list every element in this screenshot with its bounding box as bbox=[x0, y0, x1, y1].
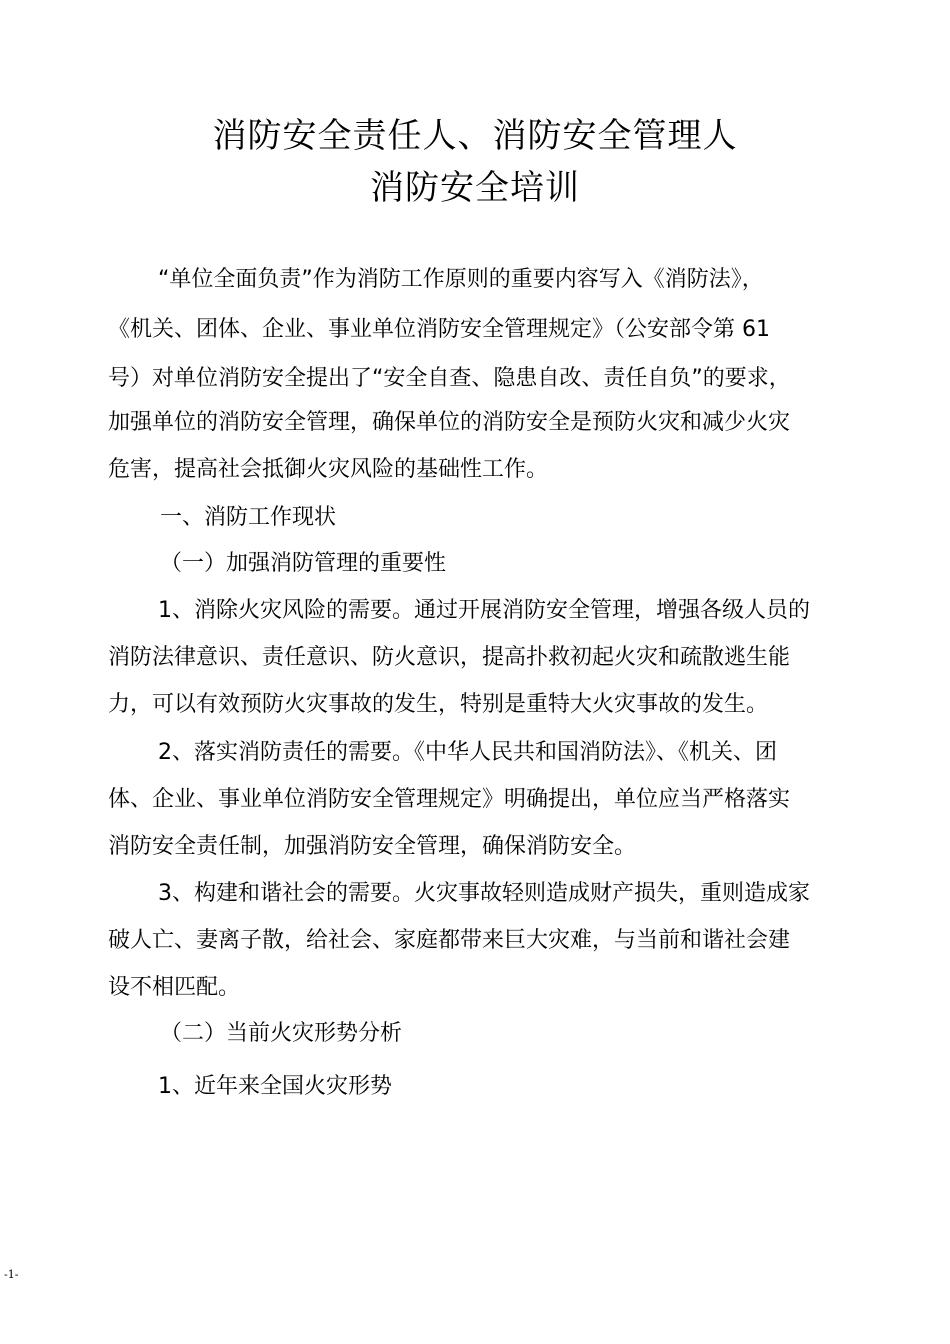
document-title-line-1: 消防安全责任人、消防安全管理人 bbox=[212, 116, 738, 156]
document-title-line-2: 消防安全培训 bbox=[370, 168, 580, 208]
section-heading: 一、消防工作现状 bbox=[160, 505, 337, 530]
item-3-line: 破人亡、妻离子散，给社会、家庭都带来巨大灾难，与当前和谐社会建 bbox=[108, 928, 791, 953]
intro-line: 号）对单位消防安全提出了“安全自查、隐患自改、责任自负”的要求， bbox=[108, 366, 791, 391]
item-3-line: 设不相匹配。 bbox=[108, 975, 241, 1000]
subsection-heading: （一）加强消防管理的重要性 bbox=[160, 551, 447, 576]
item-1-line: 消防法律意识、责任意识、防火意识，提高扑救初起火灾和疏散逃生能 bbox=[108, 645, 791, 670]
item-2-line: 体、企业、事业单位消防安全管理规定》明确提出，单位应当严格落实 bbox=[108, 787, 791, 812]
page-number: -1- bbox=[4, 1268, 19, 1281]
item-2-line: 消防安全责任制，加强消防安全管理，确保消防安全。 bbox=[108, 834, 637, 859]
subsection-heading: （二）当前火灾形势分析 bbox=[160, 1021, 403, 1046]
item-4-line: 1、近年来全国火灾形势 bbox=[158, 1074, 392, 1099]
intro-line: 《机关、团体、企业、事业单位消防安全管理规定》（公安部令第 61 bbox=[108, 317, 770, 342]
intro-line: 危害，提高社会抵御火灾风险的基础性工作。 bbox=[108, 457, 549, 482]
intro-line: “单位全面负责”作为消防工作原则的重要内容写入《消防法》， bbox=[158, 267, 764, 292]
intro-line: 加强单位的消防安全管理，确保单位的消防安全是预防火灾和减少火灾 bbox=[108, 410, 791, 435]
item-2-line: 2、落实消防责任的需要。《中华人民共和国消防法》、《机关、团 bbox=[158, 740, 777, 765]
item-3-line: 3、构建和谐社会的需要。火灾事故轻则造成财产损失，重则造成家 bbox=[158, 881, 810, 906]
item-1-line: 力，可以有效预防火灾事故的发生，特别是重特大火灾事故的发生。 bbox=[108, 692, 769, 717]
item-1-line: 1、消除火灾风险的需要。通过开展消防安全管理，增强各级人员的 bbox=[158, 598, 810, 623]
